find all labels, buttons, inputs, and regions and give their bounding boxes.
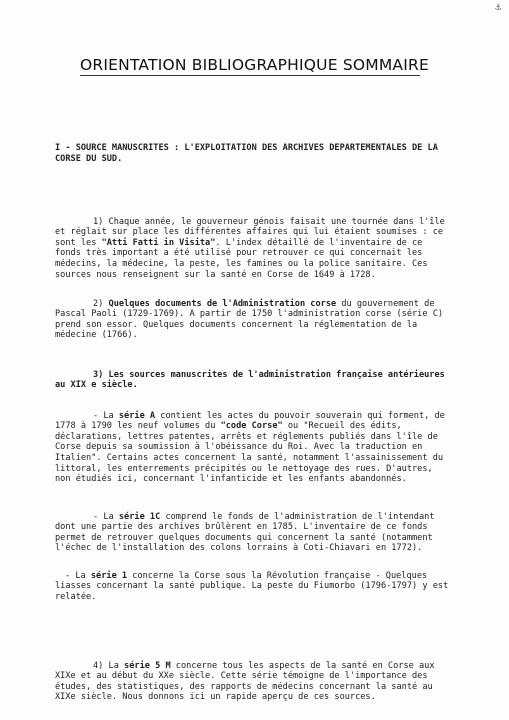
paragraph-text: comprend le fonds de l'administration de l'intendant dont une partie des archives brûlèrent en 1785. L'inventaire de ce fonds permet de retrouver quelques documents qui concernent la santé (notamment l'échec de l'installation des colons lorrains à Coti-Chiavari en 1772). [55,511,435,554]
paragraph-text: ou "Recueil des édits, déclarations, lettres patentes, arrêts et réglements publiés dans l'île de Corse depuis sa soumission à l'obéissance du Roi. Avec la traduction en Italien". Certains actes concernent la santé, notamment l'assainissement du littoral, les enterrements précipités ou le nettoyage des rues. D'autres, non étudiés ici, concernant l'infanticide et les enfants abandonnés. [55,421,444,485]
bold-term: série 1C [118,511,161,522]
bold-term: "Atti Fatti in Visita" [101,237,216,248]
bold-term: Quelques documents de l'Administration corse [108,298,337,309]
bold-term: "code Corse" [220,421,283,432]
paragraph-serie-a [55,411,450,485]
paragraph-lead: 1) Chaque année, le gouverneur génois faisait une tournée dans l'île et réglait sur place les différentes affaires qui lui étaient soumises : ce sont les [55,216,445,248]
section-heading: I - SOURCE MANUSCRITES : L'EXPLOITATION DES ARCHIVES DEPARTEMENTALES DE LA CORSE DU SUD. [55,143,438,164]
page-title: ORIENTATION BIBLIOGRAPHIQUE SOMMAIRE [80,56,429,74]
bold-term: série A [118,410,156,421]
bold-term: série 1 [90,570,128,581]
paragraph-lead: - La [65,570,91,581]
paragraph-serie-1 [55,571,450,603]
paragraph-lead: 4) La [93,660,125,671]
paragraph-lead: - La [93,511,119,522]
paragraph-administration-corse [55,299,450,341]
paragraph-text: concerne tous les aspects de la santé en Corse aux XIXe et au début du XXe siècle. Cette série témoigne de l'importance des études, des statistiques, des rapports de médecins concernant la santé au XIXe siècle. Nous donnons ici un rapide aperçu de ces sources. [55,660,435,703]
paragraph-sources-francaises [55,370,450,391]
paragraph-text: contient les actes du pouvoir souverain qui forment, de 1778 à 1790 les neuf volumes du [55,410,445,432]
paragraph-text: concerne la Corse sous la Révolution française - Quelques liasses concernant la santé publique. La peste du Fiumorbo (1796-1797) y est relatée. [55,570,449,602]
paragraph-serie-5m [55,661,450,703]
paragraph-text: du gouvernement de Pascal Paoli (1729-1769). A partir de 1750 l'administration corse (série C) prend son essor. Quelques documents concernent la réglementation de la médecine (1766). [55,298,444,341]
bold-term: série 5 M [124,660,171,671]
paragraph-lead: - La [93,410,119,421]
title-underline [80,75,420,76]
paragraph-lead: 2) [93,298,109,309]
paragraph-serie-1c [55,512,450,554]
paragraph-text: . L'index détaillé de l'inventaire de ce fonds très important a été utilisé pour retrouver ce qui concernait les médecins, la médecine, la peste, les famines ou la police sanitaire. Ces sources nous renseignent sur la santé en Corse de 1649 à 1728. [55,237,428,280]
paragraph-text: 3) Les sources manuscrites de l'administration française antérieures au XIX e siècle. [55,369,445,391]
paragraph-atti-fatti [55,217,450,281]
corner-mark: ⚓ [494,2,501,13]
